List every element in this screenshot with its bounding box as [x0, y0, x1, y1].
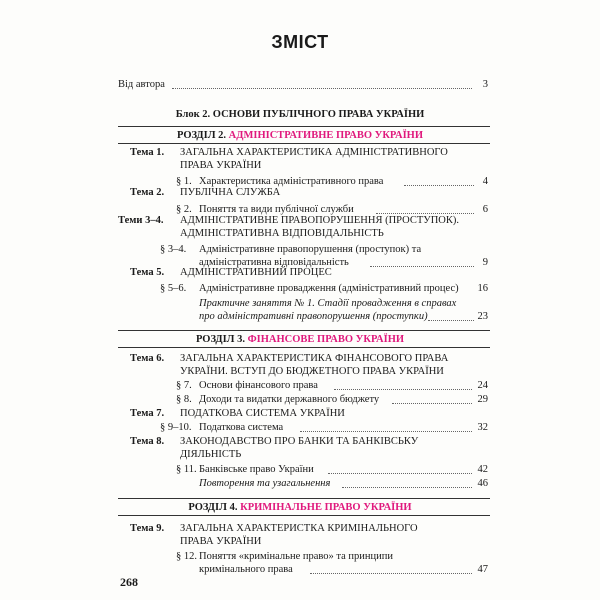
section-rule: [118, 126, 490, 127]
section-title: КРИМІНАЛЬНЕ ПРАВО УКРАЇНИ: [240, 502, 412, 513]
topic-title-line: АДМІНІСТРАТИВНА ВІДПОВІДАЛЬНІСТЬ: [180, 228, 384, 239]
section-rule: [118, 515, 490, 516]
page-number: 47: [477, 564, 488, 575]
topic-title-line: ЗАКОНОДАВСТВО ПРО БАНКИ ТА БАНКІВСЬКУ: [180, 436, 419, 447]
topic-number: Теми 3–4.: [118, 215, 164, 226]
topic-title-line: ПРАВА УКРАЇНИ: [180, 536, 262, 547]
page-number: 42: [477, 464, 488, 475]
paragraph-number: § 9–10.: [160, 422, 192, 433]
topic-title-line: ДІЯЛЬНІСТЬ: [180, 449, 242, 460]
block-heading: Блок 2. ОСНОВИ ПУБЛІЧНОГО ПРАВА УКРАЇНИ: [175, 109, 425, 120]
topic-number: Тема 7.: [130, 408, 165, 419]
paragraph-title: Доходи та видатки державного бюджету: [199, 394, 380, 405]
topic-title-line: ЗАГАЛЬНА ХАРАКТЕРИСТКА КРИМІНАЛЬНОГО: [180, 523, 418, 534]
paragraph-number: § 5–6.: [160, 283, 187, 294]
topic-number: Тема 6.: [130, 353, 165, 364]
paragraph-title: Банківське право України: [199, 464, 314, 475]
paragraph-number: § 11.: [176, 464, 197, 475]
page-title: ЗМІСТ: [271, 32, 329, 52]
page-number: 6: [482, 204, 488, 215]
review-title: Повторення та узагальнення: [199, 478, 331, 489]
paragraph-title: Адміністративне провадження (адміністративний процес): [199, 283, 459, 294]
section-prefix: РОЗДІЛ 2.: [176, 130, 229, 141]
paragraph-title: кримінального права: [199, 564, 293, 575]
topic-title-line: АДМІНІСТРАТИВНИЙ ПРОЦЕС: [180, 267, 332, 278]
leader-dots: [172, 88, 472, 89]
practice-title: про адміністративні правопорушення (проступки): [199, 311, 428, 322]
leader-dots: [300, 431, 472, 432]
topic-number: Тема 9.: [130, 523, 165, 534]
paragraph-title: Податкова система: [199, 422, 284, 433]
topic-title-line: ЗАГАЛЬНА ХАРАКТЕРИСТИКА ФІНАНСОВОГО ПРАВА: [180, 353, 449, 364]
topic-title-line: ПУБЛІЧНА СЛУЖБА: [180, 187, 281, 198]
paragraph-title: Характеристика адміністративного права: [199, 176, 384, 187]
page-number: 46: [477, 478, 488, 489]
paragraph-title: Поняття «кримінальне право» та принципи: [199, 551, 393, 562]
paragraph-number: § 7.: [176, 380, 192, 391]
topic-title-line: УКРАЇНИ. ВСТУП ДО БЮДЖЕТНОГО ПРАВА УКРАЇНИ: [180, 366, 444, 377]
topic-title-line: ПОДАТКОВА СИСТЕМА УКРАЇНИ: [180, 408, 345, 419]
topic-title-line: АДМІНІСТРАТИВНЕ ПРАВОПОРУШЕННЯ (ПРОСТУПОК).: [180, 215, 459, 226]
page-number: 29: [477, 394, 488, 405]
section-rule: [118, 498, 490, 499]
from-author-label: Від автора: [118, 79, 165, 90]
paragraph-number: § 8.: [176, 394, 192, 405]
section-prefix: РОЗДІЛ 3.: [195, 334, 248, 345]
topic-number: Тема 5.: [130, 267, 165, 278]
leader-dots: [328, 473, 472, 474]
topic-number: Тема 1.: [130, 147, 165, 158]
paragraph-number: § 12.: [176, 551, 197, 562]
topic-number: Тема 8.: [130, 436, 165, 447]
folio-page-number: 268: [120, 575, 138, 589]
paragraph-title: Основи фінансового права: [199, 380, 318, 391]
topic-title-line: ПРАВА УКРАЇНИ: [180, 160, 262, 171]
page-number: 32: [477, 422, 488, 433]
paragraph-number: § 2.: [176, 204, 192, 215]
paragraph-title: Адміністративне правопорушення (проступок) та: [199, 244, 422, 255]
section-3-heading: [0, 333, 600, 346]
section-rule: [118, 330, 490, 331]
page-number: 23: [477, 311, 488, 322]
page-number: 3: [482, 79, 488, 90]
leader-dots: [342, 487, 472, 488]
section-rule: [118, 143, 490, 144]
page-number: 16: [477, 283, 488, 294]
paragraph-title: адміністративна відповідальність: [199, 257, 349, 268]
section-title: ФІНАНСОВЕ ПРАВО УКРАЇНИ: [247, 334, 405, 345]
topic-title-line: ЗАГАЛЬНА ХАРАКТЕРИСТИКА АДМІНІСТРАТИВНОГО: [180, 147, 448, 158]
section-rule: [118, 347, 490, 348]
page-number: 9: [482, 257, 488, 268]
paragraph-number: § 1.: [176, 176, 192, 187]
section-title: АДМІНІСТРАТИВНЕ ПРАВО УКРАЇНИ: [228, 130, 424, 141]
topic-number: Тема 2.: [130, 187, 165, 198]
page-number: 24: [477, 380, 488, 391]
section-prefix: РОЗДІЛ 4.: [188, 502, 241, 513]
leader-dots: [310, 573, 472, 574]
paragraph-number: § 3–4.: [160, 244, 187, 255]
page-number: 4: [482, 176, 488, 187]
leader-dots: [334, 389, 472, 390]
practice-title: Практичне заняття № 1. Стадії провадження в справах: [199, 298, 457, 309]
paragraph-title: Поняття та види публічної служби: [199, 204, 354, 215]
section-2-heading: [0, 129, 600, 142]
section-4-heading: [0, 501, 600, 514]
